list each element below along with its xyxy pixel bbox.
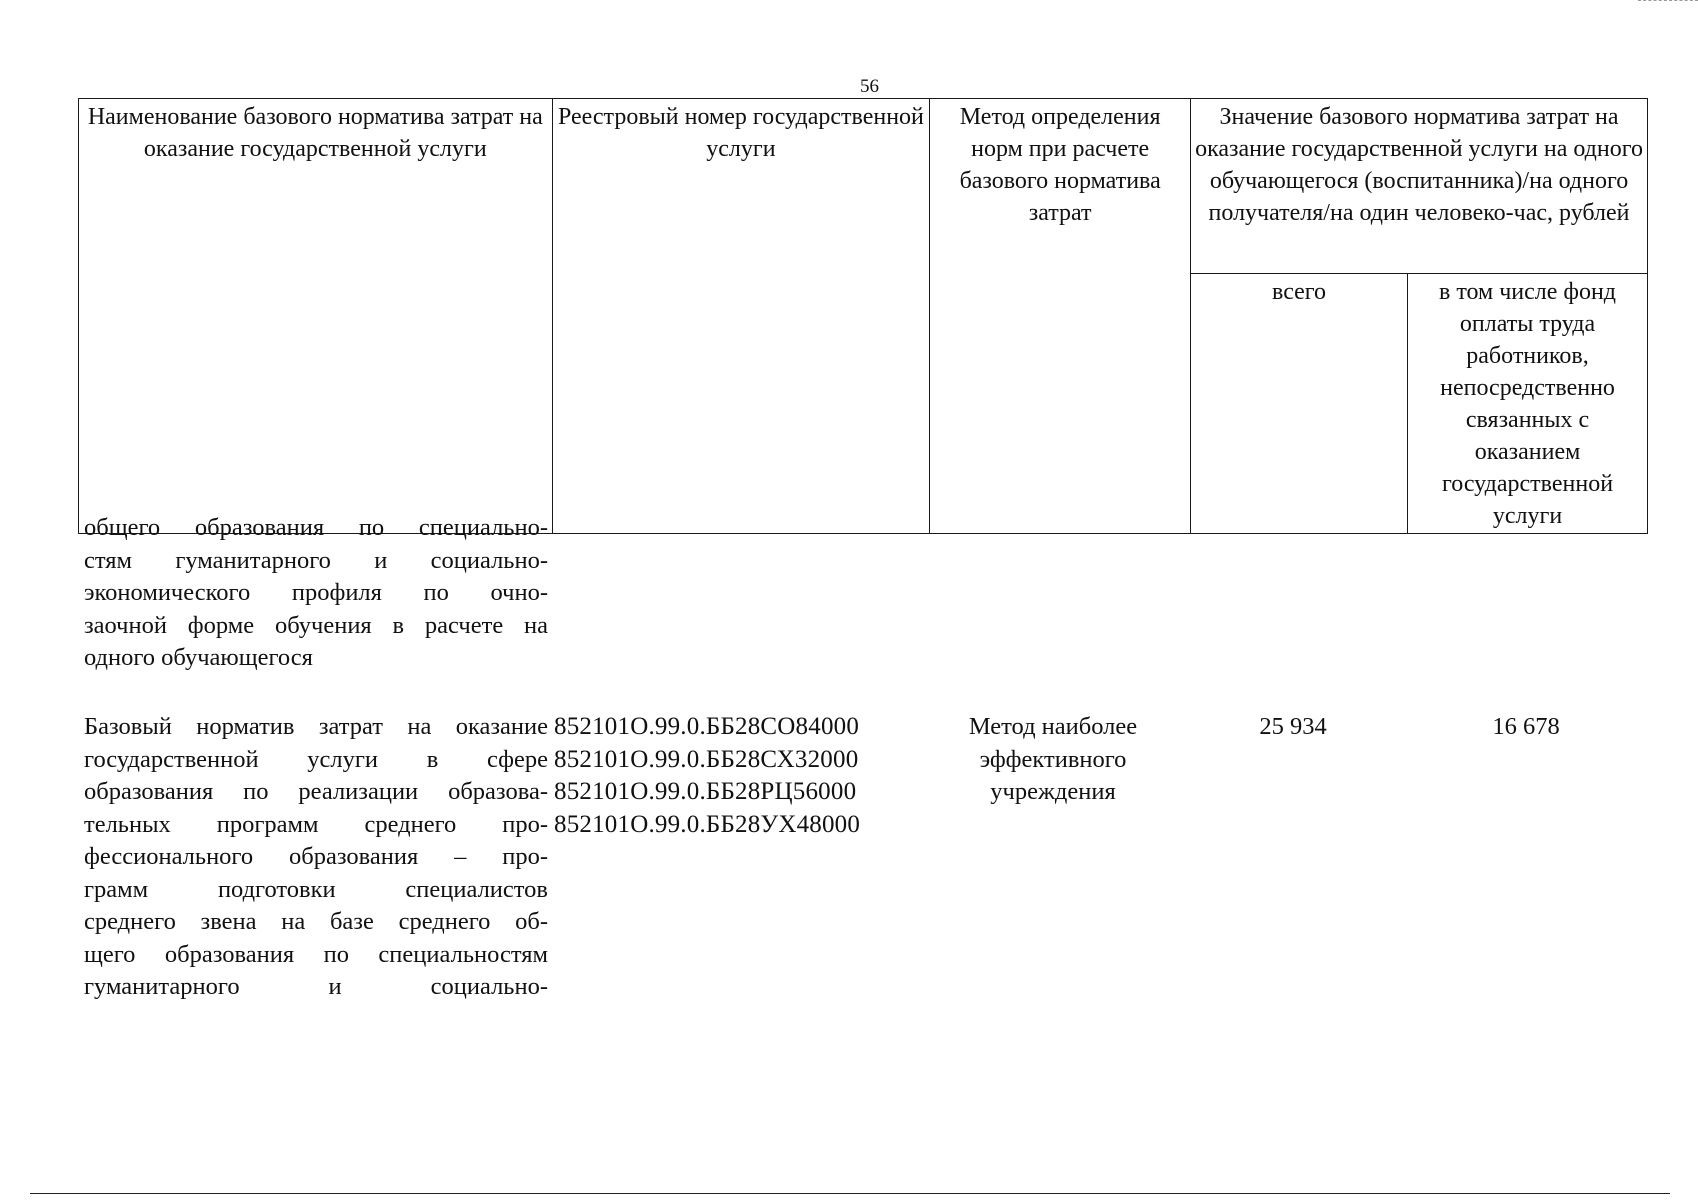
header-col-total: всего (1191, 274, 1408, 534)
continuation-line: общего образования по специально- (84, 514, 548, 541)
header-col-value: Значение базового норматива затрат на оказание государственной услуги на одного обучающегося (воспитанника)/на одного получателя/на один человеко-час, рублей (1191, 99, 1648, 274)
continuation-line: заочной форме обучения в расчете на (84, 611, 548, 639)
row-total: 25 934 (1259, 713, 1327, 740)
row-registry-numbers (554, 711, 914, 841)
continuation-line: одного обучающегося (84, 644, 313, 671)
row-name-line: среднего звена на базе среднего об- (84, 908, 548, 935)
header-col-name: Наименование базового норматива затрат на оказание государственной услуги (79, 99, 553, 534)
page-number: 56 (860, 76, 879, 97)
continuation-text (84, 512, 548, 675)
table-header (78, 98, 1648, 534)
continuation-line: экономического профиля по очно- (84, 579, 548, 606)
row-name-line: тельных программ среднего про- (84, 810, 548, 838)
row-name (84, 711, 548, 1004)
row-name-line: образования по реализации образова- (84, 778, 548, 805)
method-line: Метод наиболее (968, 713, 1138, 740)
row-name-line: щего образования по специальностям (84, 940, 548, 968)
row-name-line: гуманитарного и социально- (84, 973, 548, 1000)
row-payroll: 16 678 (1492, 713, 1560, 740)
footer-rule (30, 1193, 1670, 1194)
continuation-line: стям гуманитарного и социально- (84, 546, 548, 574)
document-sheet (78, 98, 1650, 1000)
row-name-line: фессионального образования – про- (84, 843, 548, 870)
scan-edge-mark (1638, 0, 1698, 1)
header-col-payroll: в том числе фонд оплаты труда работников, непосредственно связанных с оказанием государственной услуги (1408, 274, 1648, 534)
registry-number: 852101О.99.0.ББ28УХ48000 (554, 810, 861, 838)
row-name-line: грамм подготовки специалистов (84, 875, 548, 903)
row-name-line: государственной услуги в сфере (84, 745, 548, 773)
method-line: учреждения (990, 778, 1116, 805)
header-col-registry: Реестровый номер государственной услуги (552, 99, 930, 534)
row-name-line: Базовый норматив затрат на оказание (84, 713, 548, 740)
registry-number: 852101О.99.0.ББ28РЦ56000 (554, 778, 857, 805)
row-method (924, 711, 1182, 809)
header-col-method: Метод определения норм при расчете базового норматива затрат (930, 99, 1191, 534)
registry-number: 852101О.99.0.ББ28СХ32000 (554, 745, 859, 773)
registry-number: 852101О.99.0.ББ28СО84000 (554, 713, 860, 740)
method-line: эффективного (979, 745, 1127, 773)
